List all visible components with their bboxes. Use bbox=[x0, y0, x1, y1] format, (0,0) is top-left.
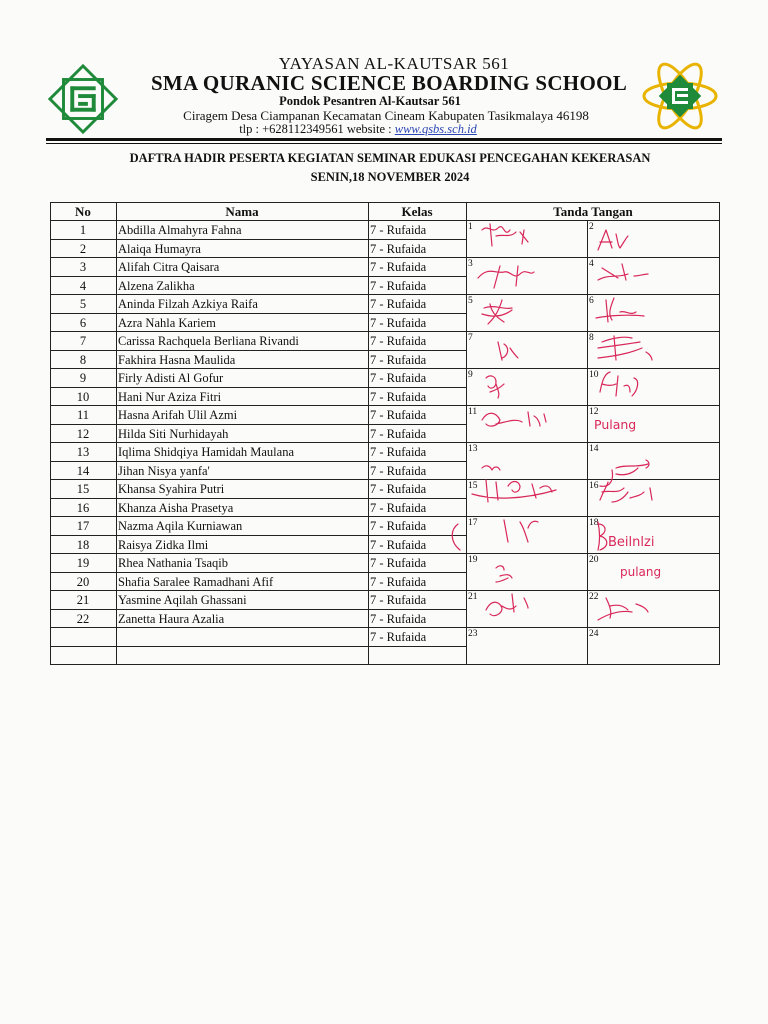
signature-15 bbox=[472, 480, 556, 502]
grid-row-line bbox=[50, 424, 466, 425]
grid-row-line bbox=[50, 442, 720, 443]
student-name: Fakhira Hasna Maulida bbox=[118, 352, 236, 367]
row-number: 12 bbox=[76, 426, 90, 441]
grid-row-line bbox=[50, 220, 720, 221]
attendance-table bbox=[50, 202, 720, 664]
signature-slot-number: 21 bbox=[468, 592, 478, 602]
student-class: 7 - Rufaida bbox=[370, 500, 427, 515]
student-class: 7 - Rufaida bbox=[370, 260, 427, 274]
header-rule-thick bbox=[46, 138, 722, 141]
signature-slot-number: 6 bbox=[589, 296, 594, 306]
student-name: Khansa Syahira Putri bbox=[118, 482, 225, 496]
student-class: 7 - Rufaida bbox=[370, 463, 427, 478]
signature-19 bbox=[496, 566, 512, 582]
student-name: Hani Nur Aziza Fitri bbox=[118, 389, 222, 404]
signature-9 bbox=[486, 376, 504, 398]
row-number: 5 bbox=[79, 297, 87, 311]
school-address: Ciragem Desa Ciampanan Kecamatan Cineam Kabupaten Tasikmalaya 46198 bbox=[183, 108, 589, 123]
student-name: Hilda Siti Nurhidayah bbox=[118, 426, 229, 441]
student-name: Khanza Aisha Prasetya bbox=[118, 500, 234, 515]
student-class: 7 - Rufaida bbox=[370, 426, 427, 441]
student-name: Zanetta Haura Azalia bbox=[118, 611, 225, 626]
signature-slot-number: 3 bbox=[468, 259, 473, 269]
student-class: 7 - Rufaida bbox=[370, 297, 427, 311]
signature-8 bbox=[598, 336, 652, 360]
signature-slot-number: 24 bbox=[589, 629, 599, 639]
grid-column-line bbox=[116, 202, 117, 664]
contact-line bbox=[0, 122, 742, 137]
header-rule-thin bbox=[46, 143, 722, 144]
row-number: 11 bbox=[76, 408, 90, 422]
signature-slot-number: 15 bbox=[468, 481, 478, 491]
grid-row-line bbox=[50, 368, 720, 369]
student-class: 7 - Rufaida bbox=[370, 630, 427, 644]
grid-row-line bbox=[50, 239, 466, 240]
row-number: 16 bbox=[76, 500, 90, 515]
signature-12-text: Pulang bbox=[594, 417, 637, 432]
row-number: 15 bbox=[76, 482, 90, 496]
grid-row-line bbox=[50, 350, 466, 351]
pondok-name: Pondok Pesantren Al-Kautsar 561 bbox=[279, 94, 461, 108]
contact-phone: tlp : +628112349561 website : bbox=[239, 122, 395, 136]
row-number: 19 bbox=[76, 556, 90, 570]
student-class: 7 - Rufaida bbox=[370, 371, 427, 385]
grid-column-line bbox=[466, 202, 467, 664]
student-name: Abdilla Almahyra Fahna bbox=[118, 223, 242, 237]
row-number: 14 bbox=[76, 463, 90, 478]
grid-row-line bbox=[50, 313, 466, 314]
column-header-tanda-tangan: Tanda Tangan bbox=[553, 204, 633, 219]
school-name: SMA QURANIC SCIENCE BOARDING SCHOOL bbox=[150, 71, 628, 95]
grid-row-line bbox=[50, 664, 720, 665]
row-number: 6 bbox=[79, 315, 87, 330]
grid-row-line bbox=[50, 627, 720, 628]
document-title: DAFTRA HADIR PESERTA KEGIATAN SEMINAR EDUKASI PENCEGAHAN KEKERASAN bbox=[129, 151, 651, 165]
signature-6 bbox=[596, 298, 644, 322]
student-class: 7 - Rufaida bbox=[370, 408, 427, 422]
signature-7 bbox=[498, 342, 518, 360]
signature-slot-number: 4 bbox=[589, 259, 594, 269]
signature-13 bbox=[482, 466, 500, 470]
grid-row-line bbox=[50, 535, 466, 536]
signature-slot-number: 11 bbox=[468, 407, 478, 417]
signature-20-text: pulang bbox=[620, 565, 662, 579]
grid-row-line bbox=[50, 387, 466, 388]
grid-row-line bbox=[50, 553, 720, 554]
grid-row-line bbox=[50, 257, 720, 258]
grid-row-line bbox=[50, 405, 720, 406]
signature-slot-number: 8 bbox=[589, 333, 594, 343]
student-name: Carissa Rachquela Berliana Rivandi bbox=[118, 334, 299, 348]
row-number: 18 bbox=[76, 537, 90, 552]
grid-column-line bbox=[719, 202, 720, 664]
grid-row-line bbox=[50, 294, 720, 295]
grid-column-line bbox=[368, 202, 369, 664]
signature-21 bbox=[486, 594, 528, 616]
signature-1 bbox=[482, 224, 528, 246]
grid-row-line bbox=[50, 498, 466, 499]
website-link[interactable]: www.qsbs.sch.id bbox=[394, 122, 477, 136]
student-name: Alaiqa Humayra bbox=[118, 241, 201, 256]
row-number: 9 bbox=[79, 371, 87, 385]
signature-3 bbox=[478, 266, 534, 288]
grid-column-line bbox=[50, 202, 51, 664]
row-number: 3 bbox=[79, 260, 87, 274]
student-name: Raisya Zidka Ilmi bbox=[118, 537, 209, 552]
student-name: Alifah Citra Qaisara bbox=[118, 260, 220, 274]
student-name: Jihan Nisya yanfa' bbox=[118, 463, 210, 478]
student-name: Nazma Aqila Kurniawan bbox=[118, 519, 243, 533]
student-class: 7 - Rufaida bbox=[370, 519, 427, 533]
grid-row-line bbox=[50, 479, 720, 480]
signature-11 bbox=[482, 412, 546, 426]
student-name: Alzena Zalikha bbox=[118, 278, 195, 293]
student-class: 7 - Rufaida bbox=[370, 593, 427, 607]
student-name: Azra Nahla Kariem bbox=[118, 315, 216, 330]
signature-slot-number: 13 bbox=[468, 444, 478, 454]
signature-16 bbox=[600, 482, 652, 502]
student-name: Aninda Filzah Azkiya Raifa bbox=[118, 297, 258, 311]
signature-5 bbox=[482, 300, 512, 324]
student-class: 7 - Rufaida bbox=[370, 223, 427, 237]
signature-22 bbox=[598, 598, 648, 620]
grid-row-line bbox=[50, 572, 466, 573]
student-class: 7 - Rufaida bbox=[370, 241, 427, 256]
grid-row-line bbox=[50, 516, 720, 517]
signature-18-text: Beilnlzi bbox=[608, 535, 655, 550]
row-number: 8 bbox=[79, 352, 87, 367]
signature-slot-number: 17 bbox=[468, 518, 478, 528]
student-class: 7 - Rufaida bbox=[370, 445, 427, 459]
row-number: 2 bbox=[79, 241, 87, 256]
student-class: 7 - Rufaida bbox=[370, 334, 427, 348]
signature-slot-number: 7 bbox=[468, 333, 473, 343]
student-name: Iqlima Shidqiya Hamidah Maulana bbox=[118, 445, 295, 459]
signature-slot-number: 18 bbox=[589, 518, 599, 528]
signature-2 bbox=[598, 230, 628, 250]
student-class: 7 - Rufaida bbox=[370, 315, 427, 330]
row-number: 20 bbox=[76, 574, 90, 589]
row-number: 1 bbox=[79, 223, 87, 237]
signature-4 bbox=[598, 264, 648, 280]
student-name: Rhea Nathania Tsaqib bbox=[118, 556, 228, 570]
signature-slot-number: 19 bbox=[468, 555, 478, 565]
grid-row-line bbox=[50, 202, 720, 203]
student-class: 7 - Rufaida bbox=[370, 278, 427, 293]
student-class: 7 - Rufaida bbox=[370, 574, 427, 589]
grid-row-line bbox=[50, 590, 720, 591]
student-class: 7 - Rufaida bbox=[370, 611, 427, 626]
document-date: SENIN,18 NOVEMBER 2024 bbox=[310, 170, 470, 184]
grid-row-line bbox=[50, 276, 466, 277]
row-number: 10 bbox=[76, 389, 90, 404]
student-name: Firly Adisti Al Gofur bbox=[118, 371, 224, 385]
signature-slot-number: 1 bbox=[468, 222, 473, 232]
foundation-name: YAYASAN AL-KAUTSAR 561 bbox=[278, 54, 510, 73]
student-name: Shafia Saralee Ramadhani Afif bbox=[118, 574, 274, 589]
row-number: 7 bbox=[79, 334, 87, 348]
grid-row-line bbox=[50, 461, 466, 462]
signature-slot-number: 5 bbox=[468, 296, 473, 306]
column-header-nama: Nama bbox=[225, 204, 259, 219]
student-class: 7 - Rufaida bbox=[370, 352, 427, 367]
row-number: 21 bbox=[76, 593, 90, 607]
student-class: 7 - Rufaida bbox=[370, 556, 427, 570]
student-class: 7 - Rufaida bbox=[370, 482, 427, 496]
signature-14 bbox=[600, 460, 649, 486]
row-number: 13 bbox=[76, 445, 90, 459]
column-header-no: No bbox=[75, 204, 91, 219]
column-header-kelas: Kelas bbox=[401, 204, 433, 219]
signature-slot-number: 2 bbox=[589, 222, 594, 232]
signature-slot-number: 16 bbox=[589, 481, 599, 491]
grid-row-line bbox=[50, 609, 466, 610]
row-number: 17 bbox=[76, 519, 90, 533]
signature-slot-number: 23 bbox=[468, 629, 478, 639]
student-class: 7 - Rufaida bbox=[370, 537, 427, 552]
student-class: 7 - Rufaida bbox=[370, 389, 427, 404]
student-name: Yasmine Aqilah Ghassani bbox=[118, 593, 247, 607]
signature-18 bbox=[598, 522, 654, 550]
grid-row-line bbox=[50, 646, 466, 647]
row-number: 22 bbox=[76, 611, 90, 626]
signature-slot-number: 9 bbox=[468, 370, 473, 380]
signature-slot-number: 22 bbox=[589, 592, 599, 602]
student-name: Hasna Arifah Ulil Azmi bbox=[118, 408, 238, 422]
row-number: 4 bbox=[79, 278, 87, 293]
signature-slot-number: 14 bbox=[589, 444, 599, 454]
grid-row-line bbox=[50, 331, 720, 332]
signature-slot-number: 12 bbox=[589, 407, 599, 417]
signature-10 bbox=[600, 372, 638, 396]
signature-slot-number: 20 bbox=[589, 555, 599, 565]
signature-slot-number: 10 bbox=[589, 370, 599, 380]
